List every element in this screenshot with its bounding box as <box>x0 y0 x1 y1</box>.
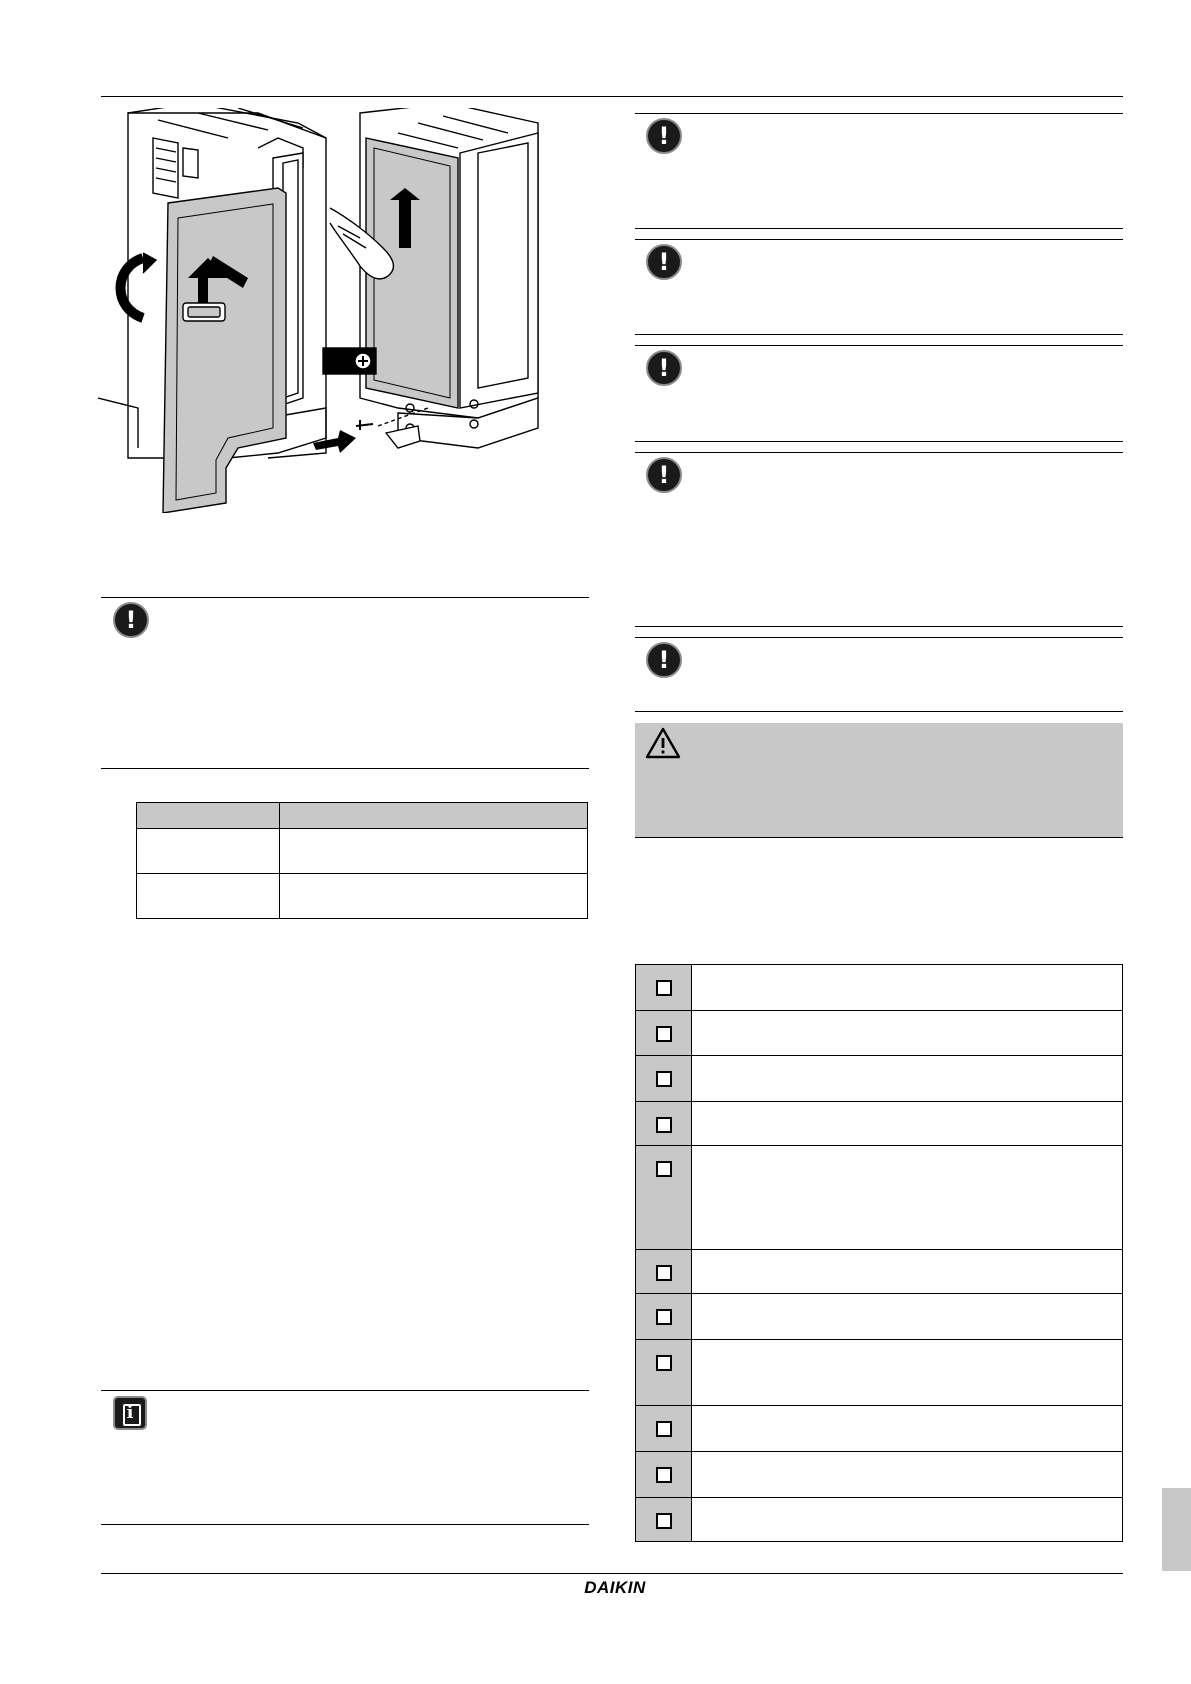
installation-checklist <box>635 964 1123 1542</box>
checkbox[interactable] <box>656 1467 672 1483</box>
notice-top-rule <box>101 597 589 598</box>
checklist-item-text <box>692 1146 1123 1250</box>
checkbox[interactable] <box>656 1355 672 1371</box>
checklist-item-text <box>692 1102 1123 1146</box>
info-top-rule <box>101 1390 589 1391</box>
checklist-item-text <box>692 1294 1123 1340</box>
footer-rule <box>101 1573 1123 1574</box>
chapter-side-tab <box>1162 1488 1191 1571</box>
checklist-row <box>636 1452 1123 1498</box>
checklist-item-text <box>692 1406 1123 1452</box>
checkbox[interactable] <box>656 1161 672 1177</box>
checklist-row <box>636 1340 1123 1406</box>
table-row <box>137 874 588 919</box>
exclamation-circle-icon: ! <box>113 602 149 638</box>
checkbox[interactable] <box>656 1071 672 1087</box>
checkbox[interactable] <box>656 1026 672 1042</box>
table-cell <box>137 829 280 874</box>
info-icon: i <box>113 1396 147 1430</box>
checkbox[interactable] <box>656 1309 672 1325</box>
checklist-item-text <box>692 965 1123 1011</box>
checklist-row <box>636 1406 1123 1452</box>
checkbox[interactable] <box>656 980 672 996</box>
spec-table-header <box>280 803 588 829</box>
right-notice-rule <box>635 228 1123 229</box>
checkbox[interactable] <box>656 1513 672 1529</box>
spec-table <box>136 802 588 919</box>
table-row <box>137 829 588 874</box>
warning-triangle-icon <box>645 727 681 759</box>
exclamation-circle-icon: ! <box>646 244 682 280</box>
checklist-item-text <box>692 1250 1123 1294</box>
checklist-row <box>636 1011 1123 1056</box>
front-panel-removal-illustration <box>98 108 568 513</box>
spec-table-header <box>137 803 280 829</box>
checklist-row <box>636 1294 1123 1340</box>
info-bottom-rule <box>101 1524 589 1525</box>
exclamation-circle-icon: ! <box>646 642 682 678</box>
exclamation-circle-icon: ! <box>646 118 682 154</box>
checklist-row <box>636 1102 1123 1146</box>
checklist-item-text <box>692 1340 1123 1406</box>
right-notice-rule <box>635 345 1123 346</box>
checklist-row <box>636 1498 1123 1542</box>
notice-bottom-rule <box>101 768 589 769</box>
table-cell <box>280 874 588 919</box>
exclamation-circle-icon: ! <box>646 457 682 493</box>
table-cell <box>280 829 588 874</box>
right-notice-rule <box>635 452 1123 453</box>
right-notice-rule <box>635 711 1123 712</box>
checklist-row <box>636 965 1123 1011</box>
brand-logo: DAIKIN <box>584 1578 646 1597</box>
checkbox[interactable] <box>656 1265 672 1281</box>
checklist-item-text <box>692 1056 1123 1102</box>
right-notice-rule <box>635 441 1123 442</box>
checklist-item-text <box>692 1498 1123 1542</box>
caution-box <box>635 723 1123 838</box>
checklist-row <box>636 1250 1123 1294</box>
checklist-row <box>636 1146 1123 1250</box>
right-notice-rule <box>635 239 1123 240</box>
right-notice-rule <box>635 334 1123 335</box>
checklist-item-text <box>692 1011 1123 1056</box>
exclamation-circle-icon: ! <box>646 350 682 386</box>
right-notice-rule <box>635 626 1123 627</box>
header-rule <box>101 96 1123 97</box>
table-cell <box>137 874 280 919</box>
right-notice-rule <box>635 637 1123 638</box>
checklist-row <box>636 1056 1123 1102</box>
right-notice-rule <box>635 113 1123 114</box>
checkbox[interactable] <box>656 1421 672 1437</box>
checklist-item-text <box>692 1452 1123 1498</box>
checkbox[interactable] <box>656 1117 672 1133</box>
